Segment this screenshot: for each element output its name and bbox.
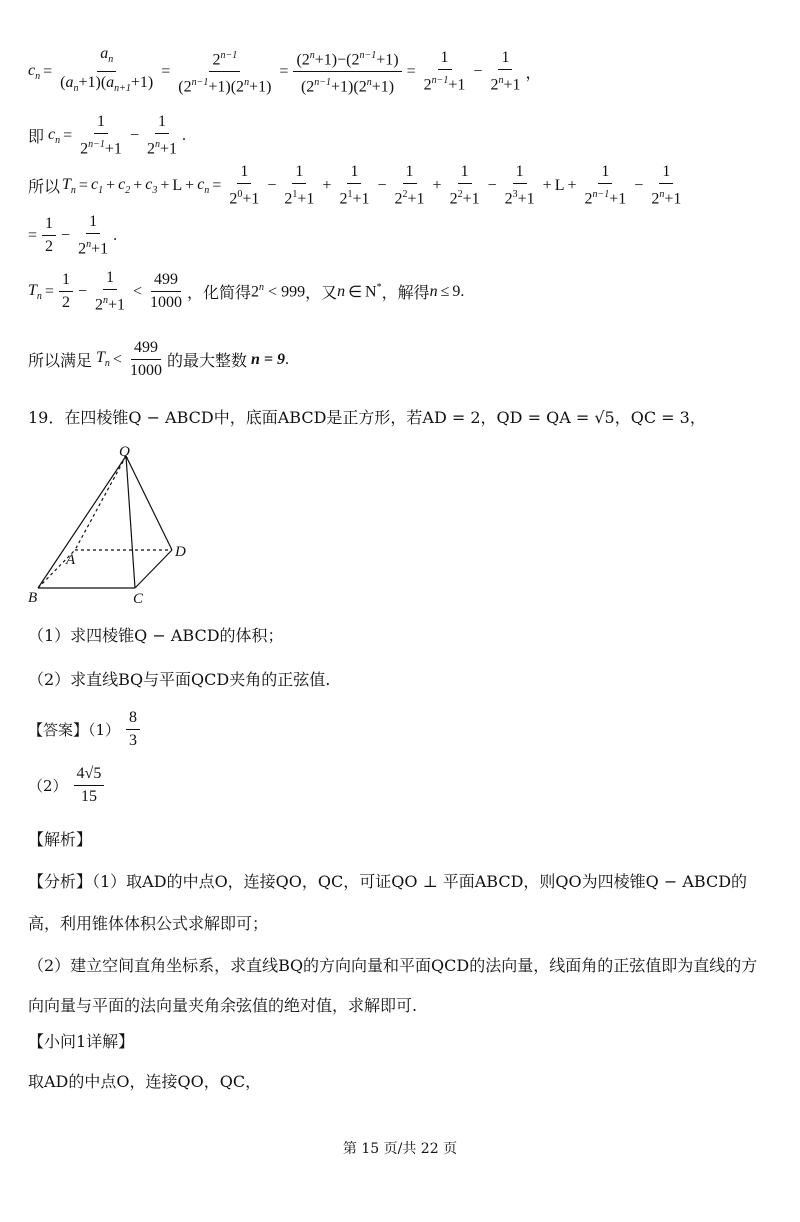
edge-cd xyxy=(135,550,172,588)
label-c: C xyxy=(133,591,144,607)
sub1-line: 取AD的中点O，连接QO，QC， xyxy=(28,1072,262,1091)
answer-2: （2） $\frac{4√5}{15}$ xyxy=(28,764,106,807)
fraction: $\frac{2^{n-1}}{(2^{n-1}+1)(2^n+1)}$ xyxy=(175,46,274,98)
analysis-line: 【分析】（1）取AD的中点O，连接QO，QC，可证QO ⊥ 平面ABCD，则QO为四棱锥Q − ABCD的 xyxy=(28,872,748,891)
analysis-line: 高，利用锥体体积公式求解即可； xyxy=(28,914,269,933)
cn-symbol: $c_n$ xyxy=(28,61,41,82)
label-a: A xyxy=(66,552,76,568)
page-footer: 第 15 页/共 22 页 xyxy=(342,1141,458,1157)
equation-inequality: $T_n$ = $\frac{1}{2}$ − $\frac{1}{2^n+1}$ < $\frac{499}{1000}$ ，化简得 $2^n < 999$ ，又 n ∈ N* ，解得 n ≤ 9 . xyxy=(28,269,465,314)
label-q: Q xyxy=(119,444,130,460)
sub1-title: 【小问1详解】 xyxy=(28,1032,135,1051)
equation-tn-sum: 所以 $T_n$ = $c_1$ + $c_2$ + $c_3$ + L + $c_n$ = $\frac{1}{2^0+1}$ − $\frac{1}{2^1+1}$ + $\frac{1}{2^1+1}$ − $\frac{1}{2^2+1}$ + $\frac{1}{2^2+1}$ − $\frac{1}{2^3+1}$ + L + $\frac{1}{2^{n-1}+1}$ − $\frac{1}{2^n+1}$ xyxy=(28,163,682,208)
analysis-line: （2）建立空间直角坐标系，求直线BQ的方向向量和平面QCD的法向量，线面角的正弦值即为直线的方 xyxy=(28,956,758,975)
part-1: （1）求四棱锥Q − ABCD的体积； xyxy=(28,626,284,645)
question-19: 19．在四棱锥Q − ABCD中，底面ABCD是正方形，若AD = 2，QD = QA = √5，QC = 3， xyxy=(28,408,706,427)
equation-cn: $c_n$ = $\frac{a_n}{(a_n+1)(a_{n+1}+1)}$ = $\frac{2^{n-1}}{(2^{n-1}+1)(2^n+1)}$ = $\frac{(2^n+1)-(2^{n-1}+1)}{(2^{n-1}+1)(2^n+1)}$ = $\frac{1}{2^{n-1}+1}$ − $\frac{1}{2^n+1}$ ， xyxy=(28,44,541,99)
edge-qb xyxy=(38,456,126,588)
equation-tn-result: = $\frac{1}{2}$ − $\frac{1}{2^n+1}$ . xyxy=(28,213,118,258)
equation-cn-result: 即 $c_n$ = $\frac{1}{2^{n-1}+1}$ − $\frac{1}{2^n+1}$ . xyxy=(28,113,186,158)
answer-1: 【答案】（1） $\frac{8}{3}$ xyxy=(28,708,142,751)
analysis-line: 向向量与平面的法向量夹角余弦值的绝对值，求解即可. xyxy=(28,996,418,1015)
fraction: $\frac{(2^n+1)-(2^{n-1}+1)}{(2^{n-1}+1)(2^n+1)}$ xyxy=(293,46,401,98)
analysis-title: 【解析】 xyxy=(28,830,93,849)
fraction: $\frac{a_n}{(a_n+1)(a_{n+1}+1)}$ xyxy=(60,45,154,95)
part-2: （2）求直线BQ与平面QCD夹角的正弦值. xyxy=(28,670,331,689)
pyramid-figure xyxy=(20,440,200,610)
equation-conclusion: 所以满足 $T_n$ < $\frac{499}{1000}$ 的最大整数 n = 9 . xyxy=(28,339,289,379)
edge-qd xyxy=(126,456,172,550)
label-d: D xyxy=(175,544,186,560)
edge-qa xyxy=(75,456,126,550)
label-b: B xyxy=(28,590,38,606)
edge-qc xyxy=(126,456,135,588)
fraction: $\frac{1}{2^n+1}$ xyxy=(490,49,521,94)
fraction: $\frac{1}{2^{n-1}+1}$ xyxy=(423,49,466,94)
